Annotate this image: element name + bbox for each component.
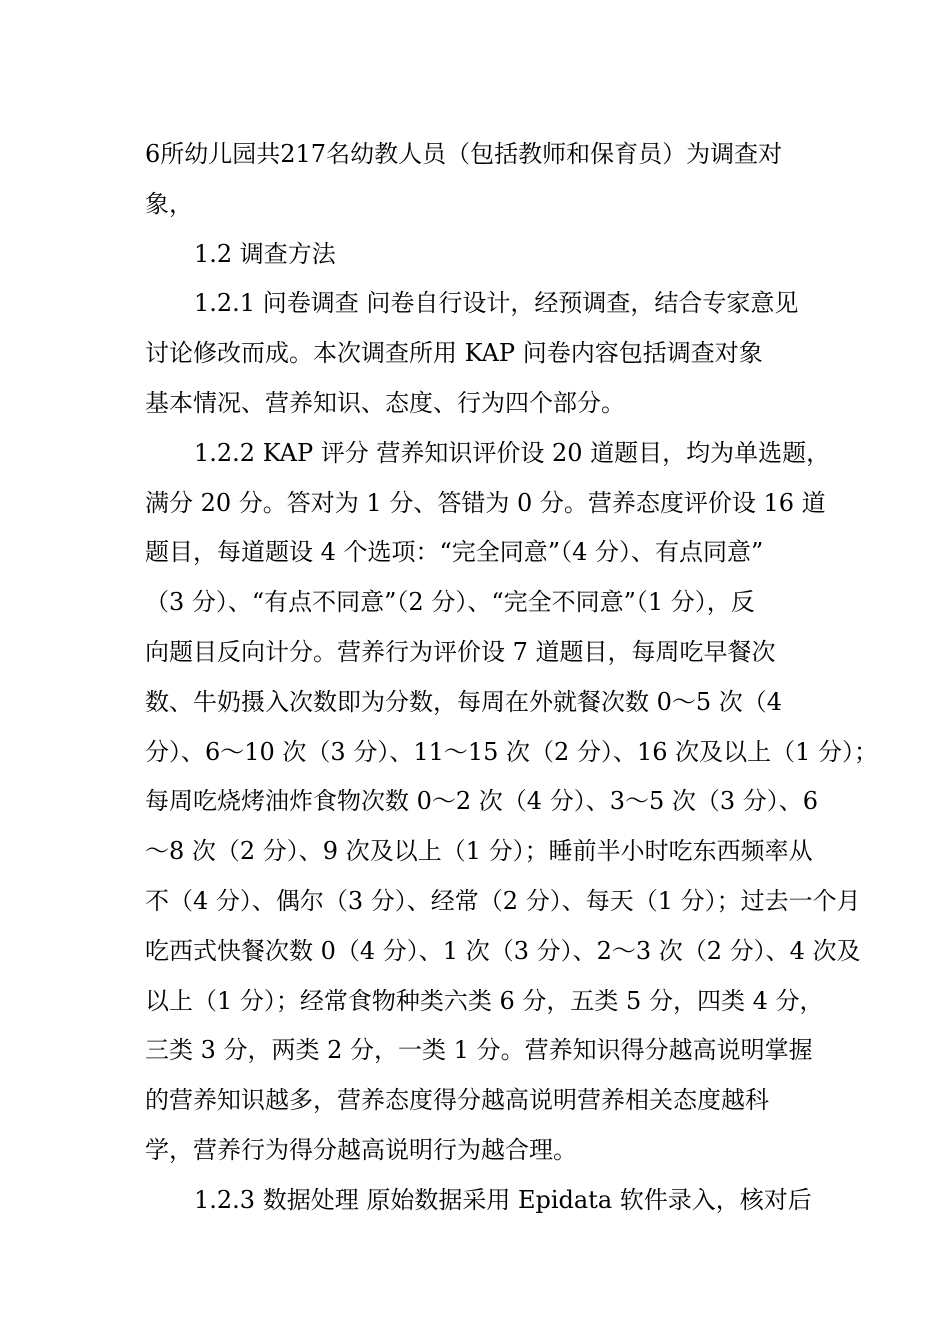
text-line: 讨论修改而成。本次调查所用 KAP 问卷内容包括调查对象 bbox=[145, 339, 763, 368]
text-line: 每周吃烧烤油炸食物次数 0～2 次（4 分）、3～5 次（3 分）、6 bbox=[145, 787, 819, 816]
text-line: 分）、6～10 次（3 分）、11～15 次（2 分）、16 次及以上（1 分）； bbox=[145, 737, 879, 766]
text-line: 题目，每道题设 4 个选项：“完全同意”（4 分）、有点同意” bbox=[145, 538, 764, 567]
text-line: 满分 20 分。答对为 1 分、答错为 0 分。营养态度评价设 16 道 bbox=[145, 488, 826, 517]
text-line: 象， bbox=[145, 189, 193, 218]
text-line: 不（4 分）、偶尔（3 分）、经常（2 分）、每天（1 分）；过去一个月 bbox=[145, 886, 861, 915]
text-line: 吃西式快餐次数 0（4 分）、1 次（3 分）、2～3 次（2 分）、4 次及 bbox=[145, 936, 861, 965]
text-line: ～8 次（2 分）、9 次及以上（1 分）；睡前半小时吃东西频率从 bbox=[145, 837, 813, 866]
text-line: 数、牛奶摄入次数即为分数，每周在外就餐次数 0～5 次（4 bbox=[145, 687, 783, 716]
text-line: 1.2.1 问卷调查 问卷自行设计，经预调查，结合专家意见 bbox=[194, 289, 799, 318]
section-heading: 1.2 调查方法 bbox=[194, 239, 336, 268]
text-line: （3 分）、“有点不同意”（2 分）、“完全不同意”（1 分），反 bbox=[145, 588, 755, 617]
text-line: 基本情况、营养知识、态度、行为四个部分。 bbox=[145, 388, 625, 417]
text-line: 6所幼儿园共217名幼教人员（包括教师和保育员）为调查对 bbox=[145, 140, 783, 168]
text-line: 1.2.2 KAP 评分 营养知识评价设 20 道题目，均为单选题， bbox=[194, 438, 831, 467]
text-line: 向题目反向计分。营养行为评价设 7 道题目，每周吃早餐次 bbox=[145, 637, 776, 666]
text-line: 三类 3 分，两类 2 分，一类 1 分。营养知识得分越高说明掌握 bbox=[145, 1036, 813, 1065]
text-line: 的营养知识越多，营养态度得分越高说明营养相关态度越科 bbox=[145, 1086, 769, 1115]
text-line: 学，营养行为得分越高说明行为越合理。 bbox=[145, 1135, 577, 1164]
body-text bbox=[145, 130, 879, 1226]
text-line: 以上（1 分）；经常食物种类六类 6 分，五类 5 分，四类 4 分， bbox=[145, 986, 824, 1015]
text-line: 1.2.3 数据处理 原始数据采用 Epidata 软件录入，核对后 bbox=[194, 1185, 812, 1214]
